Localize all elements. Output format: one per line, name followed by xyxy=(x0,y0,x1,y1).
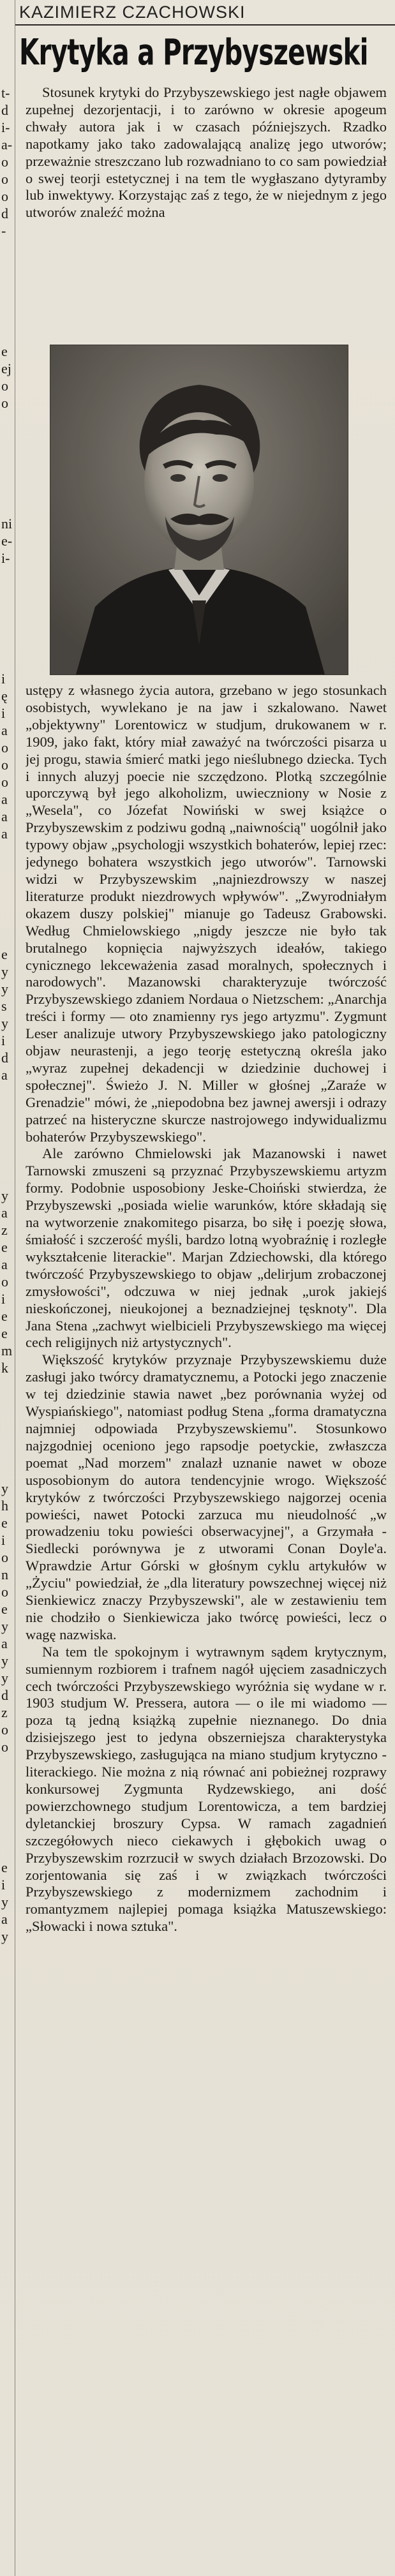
cropped-text-fragment: y xyxy=(1,1015,8,1031)
cropped-text-fragment: o xyxy=(1,188,8,204)
cropped-text-fragment: a xyxy=(1,1205,8,1221)
cropped-text-fragment: i- xyxy=(1,119,10,135)
cropped-text-fragment: o xyxy=(1,1722,8,1738)
cropped-left-column xyxy=(0,0,14,2576)
article-paragraph: Większość krytyków przyznaje Przybyszewskiemu duże zasługi jako twórcy dramatycznemu, a Potocki jego znaczenie w tej dziedzinie stawia nawet „bez porównania wyżej od Wyspiańskiego", natomiast podług Stena „forma dramatyczna najmniej odpowiada Przybyszewskiemu". Stosunkowo najzgodniej oceniono jego rapsodje poetyckie, zwłaszcza poemat „Nad morzem" znalazł uznanie nawet w oboze usposobionym do autora tendencyjnie wrogo. Większość krytyków z twórczości Przybyszewskiego najgorzej ocenia powieści, nawet Potocki zarzuca mu nieudolność „w prowadzeniu toku powieści obserwacyjnej", a Grzymała - Siedlecki porównywa je z utworami Conan Doyle'a. Wprawdzie Artur Górski w głośnym cyklu artykułów w „Życiu" powiedział, że „dla literatury powszechnej więcej niż Sienkiewicz znaczy Przybyszewski", ale w zestawieniu tem nie chodziło o Sienkiewicza jako twórcę powieści, lecz o wagę nazwiska. xyxy=(26,1351,387,1642)
cropped-text-fragment: y xyxy=(1,1670,8,1686)
cropped-text-fragment: i xyxy=(1,1291,6,1307)
cropped-text-fragment: e- xyxy=(1,533,13,549)
cropped-text-fragment: a xyxy=(1,1911,8,1927)
article-paragraph: Stosunek krytyki do Przybyszewskiego jest nagłe objawem zupełnej dezorjentacji, i to zarówno w okresie apogeum chwały autora jak i w czasach późniejszych. Rzadko napotkamy jako tako zadowalającą analizę jego utworów; przeważnie streszczano lub rozwadniano to co sam powiedział o swej teorji estetycznej i na tem tle wygłaszano dytyramby lub inwektywy. Korzystając zaś z tego, że w niejednym z jego utworów znaleźć można xyxy=(26,84,387,221)
cropped-text-fragment: i xyxy=(1,1532,6,1548)
cropped-text-fragment: o xyxy=(1,171,8,187)
cropped-text-fragment: d xyxy=(1,205,8,221)
cropped-text-fragment: e xyxy=(1,1308,8,1324)
cropped-text-fragment: y xyxy=(1,1894,8,1910)
cropped-text-fragment: e xyxy=(1,1601,8,1617)
cropped-text-fragment: a xyxy=(1,826,8,842)
cropped-text-fragment: ni xyxy=(1,516,13,532)
cropped-text-fragment: y xyxy=(1,1187,8,1203)
cropped-text-fragment: o xyxy=(1,1739,8,1755)
cropped-text-fragment: - xyxy=(1,223,6,239)
cropped-text-fragment: h xyxy=(1,1498,8,1514)
cropped-text-fragment: y xyxy=(1,964,8,979)
cropped-text-fragment: i- xyxy=(1,550,10,566)
cropped-text-fragment: e xyxy=(1,1515,8,1531)
portrait-photo xyxy=(50,345,348,675)
cropped-text-fragment: a xyxy=(1,722,8,738)
cropped-text-fragment: e xyxy=(1,1859,8,1875)
cropped-text-fragment: o xyxy=(1,395,8,411)
cropped-text-fragment: ę xyxy=(1,688,8,704)
cropped-text-fragment: e xyxy=(1,946,8,962)
article-title: Krytyka a Przybyszewski xyxy=(19,32,368,73)
cropped-text-fragment: d xyxy=(1,1050,8,1066)
article-paragraph: ustępy z własnego życia autora, grzebano w jego stosunkach osobistych, wywlekano je na jaw i szkalowano. Nawet „objektywny" Lorentowicz w studjum, drukowanem w r. 1909, jako fakt, który miał zaważyć na twórczości pisarza u jej progu, stawia śmierć matki jego nieślubnego dziecka. Tych i innych aluzyj poecie nie szczędzono. Plotką szczególnie uporczywą był jego alkoholizm, uwieczniony w Nosie z „Wesela", co Józefat Nowiński w swej książce o Przybyszewskim z podziwu godną „naiwnością" uogólnił jako typowy objaw „psychologji wszystkich bohaterów, lepiej rzec: jedynego bohatera wszystkich jego utworów". Tarnowski widzi w Przybyszewskim „najniezdrowszy w naszej literaturze produkt niezdrowych wpływów". „Zwyrodniałym okazem duszy polskiej" mianuje go Tadeusz Grabowski. Według Chmielowskiego „nigdy jeszcze nie było tak brutalnego kopnięcia najwyższych ideałów, takiego cynicznego lekceważenia zasad moralnych, społecznych i narodowych". Mazanowski charakteryzuje twórczość Przybyszewskiego zdaniem Nordaua o Nietzschem: „Anarchja treści i formy — oto znamienny rys jego artyzmu". Zygmunt Leser analizuje utwory Przybyszewskiego jako patologiczny objaw neurastenji, a jego teorję estetyczną określa jako „wyraz zupełnej dekadencji w dziedzinie duchowej i społecznej". Świeżo J. N. Miller w głośnej „Zaraźe w Grenadzie" mówi, że „niepodobna bez jawnej awersji i odrazy patrzeć na histeryczne skurcze nastrojowego indywidualizmu bohaterów Przybyszewskiego". xyxy=(26,682,387,1145)
cropped-text-fragment: z xyxy=(1,1222,8,1238)
cropped-text-fragment: y xyxy=(1,981,8,997)
cropped-text-fragment: o xyxy=(1,740,8,756)
cropped-text-fragment: s xyxy=(1,998,7,1014)
article-paragraph: Ale zarówno Chmielowski jak Mazanowski i nawet Tarnowski zmuszeni są przyznać Przybyszewskiemu artyzm formy. Podobnie usposobiony Jeske-Choiński stwierdza, że Przybyszewski „posiada wielie warunków, które składają się na wytworzenie znakomitego pisarza, bo siłę i poezję słowa, śmiałość i szczerość myśli, bardzo lotną wyobraźnię i rozległe wykształcenie literackie". Marjan Zdziechowski, dla którego twórczość Przybyszewskiego to objaw „delirjum zrobaczonej zmysłowości", odczuwa w niej jednak „urok jakiejś nieskończonej, nieukojonej a beznadziejnej tęsknoty". Dla Jana Stena „zachwyt wielbicieli Przybyszewskiego ma więcej cech religijnych niż artystycznych". xyxy=(26,1145,387,1351)
author-name: KAZIMIERZ CZACHOWSKI xyxy=(19,3,246,22)
cropped-text-fragment: i xyxy=(1,705,6,721)
cropped-text-fragment: o xyxy=(1,378,8,394)
cropped-text-fragment: y xyxy=(1,1618,8,1634)
header-rule xyxy=(15,24,395,26)
cropped-text-fragment: t- xyxy=(1,85,10,101)
cropped-text-fragment: a xyxy=(1,1635,8,1651)
cropped-text-fragment: o xyxy=(1,154,8,170)
cropped-text-fragment: a xyxy=(1,808,8,824)
cropped-text-fragment: o xyxy=(1,757,8,773)
cropped-text-fragment: y xyxy=(1,1928,8,1944)
cropped-text-fragment: o xyxy=(1,1549,8,1565)
cropped-text-fragment: a- xyxy=(1,137,13,153)
cropped-text-fragment: d xyxy=(1,1687,8,1703)
cropped-text-fragment: i xyxy=(1,1877,6,1893)
cropped-text-fragment: z xyxy=(1,1704,8,1720)
cropped-text-fragment: ej xyxy=(1,361,11,376)
article-body xyxy=(26,682,387,2571)
cropped-text-fragment: e xyxy=(1,1239,8,1255)
cropped-text-fragment: a xyxy=(1,1067,8,1083)
cropped-text-fragment: a xyxy=(1,791,8,807)
cropped-text-fragment: y xyxy=(1,1480,8,1496)
cropped-text-fragment: k xyxy=(1,1360,8,1376)
cropped-text-fragment: a xyxy=(1,1256,8,1272)
cropped-text-fragment: i xyxy=(1,1032,6,1048)
cropped-text-fragment: y xyxy=(1,1653,8,1669)
cropped-text-fragment: n xyxy=(1,1567,8,1582)
cropped-text-fragment: e xyxy=(1,1325,8,1341)
article-intro xyxy=(26,84,387,352)
cropped-text-fragment: o xyxy=(1,1274,8,1290)
cropped-text-fragment: e xyxy=(1,343,8,359)
article-paragraph: Na tem tle spokojnym i wytrawnym sądem krytycznym, sumiennym rozbiorem i trafnem nagół ujęciem zasadniczych cech twórczości Przybyszewskiego wyróżnia się wydane w r. 1903 studjum W. Pressera, autora — o ile mi wiadomo — poza tą jedną książką zupełnie nieznanego. Do dnia dzisiejszego jest to jedyna obszerniejsza charakterystyka Przybyszewskiego, zasługująca na miano studjum krytyczno - literackiego. Nie można z nią równać ani pobieżnej rozprawy konkursowej Zygmunta Rydzewskiego, ani dość powierzchownego studjum Lorentowicza, a tem bardziej dyletanckiej broszury Cypsa. W ramach zagadnień szczegółowych nieco ciekawych i głębokich uwag o Przybyszewskim rozrzucił w swych działach Brzozowski. Do zorjentowania się zaś i w związkach twórczości Przybyszewskiego z modernizmem zachodnim i romantyzmem najlepiej pomaga książka Matuszewskiego: „Słowacki i nowa sztuka". xyxy=(26,1643,387,1935)
cropped-text-fragment: m xyxy=(1,1343,13,1359)
cropped-text-fragment: i xyxy=(1,671,6,687)
cropped-text-fragment: o xyxy=(1,1584,8,1600)
cropped-text-fragment: d xyxy=(1,102,8,118)
cropped-text-fragment: o xyxy=(1,774,8,790)
